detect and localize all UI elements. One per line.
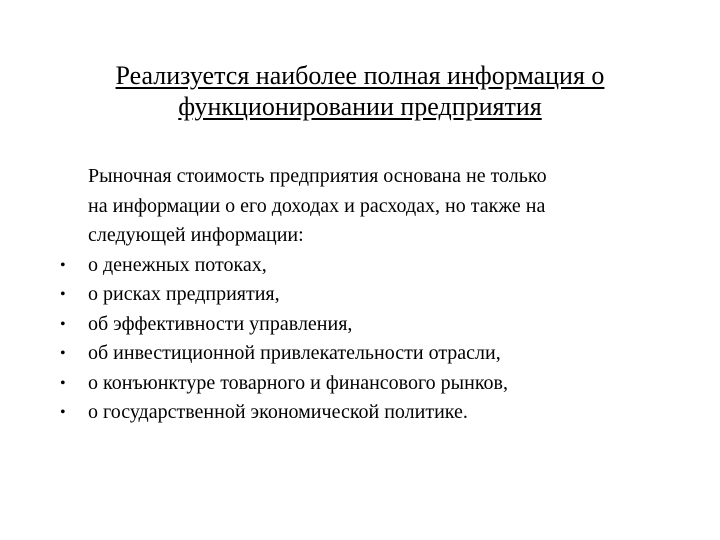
bullet-list (60, 251, 670, 428)
bullet-text: об инвестиционной привлекательности отрасли, (88, 342, 501, 364)
bullet-text: о рисках предприятия, (88, 283, 280, 305)
bullet-icon: • (60, 345, 66, 362)
intro-paragraph (88, 162, 670, 251)
intro-line-3: следующей информации: (88, 224, 304, 246)
bullet-text: о конъюнктуре товарного и финансового рынков, (88, 371, 508, 394)
slide-title (60, 60, 660, 122)
slide-body (60, 162, 670, 428)
bullet-icon: • (60, 315, 66, 333)
bullet-icon: • (60, 374, 66, 392)
bullet-text: о государственной экономической политике. (88, 401, 468, 423)
title-line-1: Реализуется наиболее полная информация о (115, 61, 605, 90)
intro-line-1: Рыночная стоимость предприятия основана не только (88, 165, 547, 187)
bullet-item-cash-flows (60, 251, 670, 281)
title-line-2: функционировании предприятия (178, 92, 542, 121)
bullet-item-policy (60, 398, 670, 428)
intro-line-2: на информации о его доходах и расходах, но также на (88, 194, 546, 217)
bullet-icon: • (60, 256, 66, 274)
bullet-text: о денежных потоках, (88, 253, 267, 276)
bullet-icon: • (60, 286, 66, 303)
bullet-item-risks (60, 280, 670, 310)
bullet-item-industry (60, 339, 670, 369)
bullet-item-management (60, 310, 670, 340)
bullet-icon: • (60, 404, 66, 421)
bullet-text: об эффективности управления, (88, 312, 353, 335)
bullet-item-markets (60, 369, 670, 399)
